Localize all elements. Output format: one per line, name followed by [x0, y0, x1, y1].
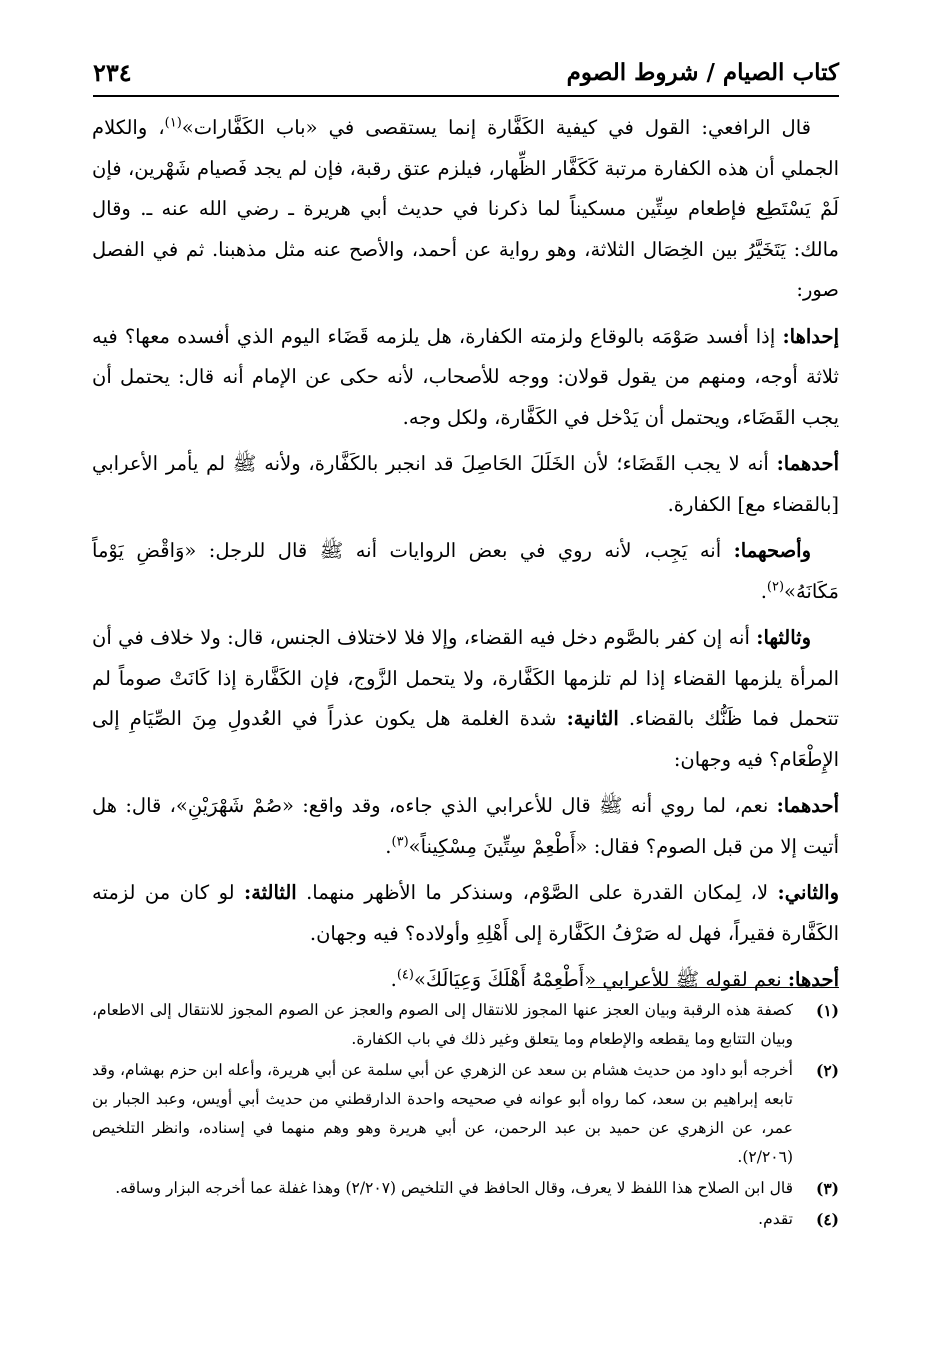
footnote-ref: (٣) [391, 834, 409, 849]
paragraph-lead-secondary: الثالثة: [244, 881, 297, 904]
paragraph-text-continued: . [760, 579, 767, 603]
paragraph-lead: أحدهما: [776, 452, 839, 475]
paragraph-lead: إحداها: [782, 324, 839, 348]
footnotes [92, 996, 839, 1236]
paragraph-text: نعم، لما روي أنه ﷺ قال للأعرابي الذي جاءه، وقد واقع: «صُمْ شَهْرَيْنِ»، قال: هل أتيت إلا من قبل الصوم؟ فقال: «أَطْعِمْ سِتِّينَ مِسْكِيناً» [92, 794, 839, 858]
footnote-ref: (١) [164, 115, 182, 131]
footnote-ref: (٤) [396, 967, 414, 983]
paragraph-text: إذا أفسد صَوْمَه بالوقاع ولزمته الكفارة، هل يلزمه قَضَاء اليوم الذي أفسده معها؟ فيه ثلاثة أوجه، ومنهم من يقول قولان: ووجه للأصحاب، لأنه حكى عن الإمام أنه قال: يحتمل أن يجب القَضَاء، ويحتمل أن يَدْخل في الكَفَّارة، ولكل وجه. [92, 324, 839, 429]
footnote [92, 1056, 839, 1172]
main-text [92, 108, 839, 1007]
paragraph [92, 317, 839, 439]
paragraph-text-continued: ، والكلام الجملي أن هذه الكفارة مرتبة كَكَفَّار الظِّهار، فيلزم عتق رقبة، فإن لم يجد فَصيام شَهْرين، فإن لَمْ يَسْتَطِع فإطعام سِتِّين مسكيناً لما ذكرنا في حديث أبي هريرة ـ رضي الله عنه ـ. وقال مالك: يَتَخَيَّرُ بين الخِصَال الثلاثة، وهو رواية عن أحمد، والأصح عنه مثل مذهبنا. ثم في الفصل صور: [92, 116, 839, 301]
paragraph-text-continued: . [385, 834, 392, 858]
paragraph-text: نعم لقوله ﷺ للأعرابي «أَطْعِمْهُ أَهْلَكَ وَعِيَالَكَ» [413, 968, 788, 991]
footnote-number: (٤) [815, 1210, 839, 1229]
paragraph-lead-secondary: الثانية: [566, 707, 619, 730]
footnote-number: (٣) [815, 1179, 839, 1198]
footnote-separator [588, 987, 839, 988]
paragraph [92, 618, 839, 780]
paragraph [92, 444, 839, 525]
paragraph [92, 531, 839, 612]
running-head: كتاب الصيام / شروط الصوم [566, 58, 839, 86]
footnote-text: تقدم. [758, 1210, 793, 1228]
paragraph [92, 873, 839, 954]
footnote-text: كصفة هذه الرقبة وبيان العجز عنها المجوز للانتقال إلى الصوم والعجز عن الصوم المجوز للانتقال إلى الاطعام، وبيان التتابع وما يقطعه والإطعام وما يتعلق وغير ذلك في باب الكفارة. [92, 1001, 793, 1048]
paragraph-lead: وثالثها: [756, 626, 811, 649]
paragraph-lead: أحدهما: [776, 794, 839, 817]
footnote [92, 1174, 839, 1203]
footnote [92, 1205, 839, 1234]
paragraph-lead: أحدها: [787, 968, 839, 991]
paragraph-text-secondary: لو كان من لزمته الكَفَّارة فقيراً، فهل له صَرْفُ الكَفَّارة إلى أَهْلِهِ وأولاده؟ فيه وجهان. [92, 881, 839, 945]
page-header [93, 52, 839, 92]
paragraph-lead: والثاني: [777, 881, 839, 904]
footnote [92, 996, 839, 1054]
paragraph [92, 786, 839, 867]
paragraph-text-continued: . [390, 968, 397, 991]
header-rule [93, 95, 839, 97]
paragraph [92, 960, 839, 1001]
paragraph [92, 108, 839, 311]
paragraph-text: لا، لِمكان القدرة على الصَّوْم، وسنذكر ما الأظهر منهما. [296, 881, 778, 904]
footnote-ref: (٢) [766, 579, 785, 594]
paragraph-text: قال الرافعي: القول في كيفية الكَفَّارة إنما يستقصى في «باب الكَفَّارات» [181, 116, 811, 139]
footnote-text: أخرجه أبو داود من حديث هشام بن سعد عن الزهري عن أبي سلمة عن أبي هريرة، وأعله ابن حزم بهشام، وقد تابعه إبراهيم بن سعد، كما رواه أبو عوانه في صحيحه واحدة الدارقطني من حديث أبي أويس، وعبد الجبار بن عمر، عن الزهري عن حميد بن عبد الرحمن، عن أبي هريرة وهو وهم منهما في إسناده، وانظر التلخيص (٢/٢٠٦). [92, 1061, 793, 1166]
paragraph-text: أنه لا يجب القَضَاء؛ لأن الخَلَلَ الحَاصِلَ قد انجبر بالكَفَّارة، ولأنه ﷺ لم يأمر الأعرابي [بالقضاء مع] الكفارة. [92, 452, 839, 516]
footnote-number: (١) [815, 1001, 839, 1020]
paragraph-lead: وأصحهما: [733, 539, 811, 562]
footnote-text: قال ابن الصلاح هذا اللفظ لا يعرف، وقال الحافظ في التلخيص (٢/٢٠٧) وهذا غفلة عما أخرجه البزار وساقه. [115, 1179, 793, 1197]
footnote-number: (٢) [815, 1061, 839, 1080]
paragraph-text: أنه يَجِب، لأنه روي في بعض الروايات أنه ﷺ قال للرجل: «وَاقْضِ يَوْماً مَكَانَهُ» [92, 539, 839, 603]
page-number: ٢٣٤ [93, 57, 132, 87]
paragraph-text-secondary: شدة الغلمة هل يكون عذراً في العُدولِ مِنَ الصِّيَامِ إلى الإِطْعَام؟ فيه وجهان: [92, 707, 839, 771]
paragraph-text: أنه إن كفر بالصَّوم دخل فيه القضاء، وإلا فلا لاختلاف الجنس، قال: ولا خلاف في أن المرأة يلزمها القضاء إذا لم تلزمها الكَفَّارة، ولا يتحمل الزَّوج، فإن الكَفَّارة إذا كَانَتْ صوماً لم تتحمل فما ظَنُّك بالقضاء. [92, 626, 839, 730]
